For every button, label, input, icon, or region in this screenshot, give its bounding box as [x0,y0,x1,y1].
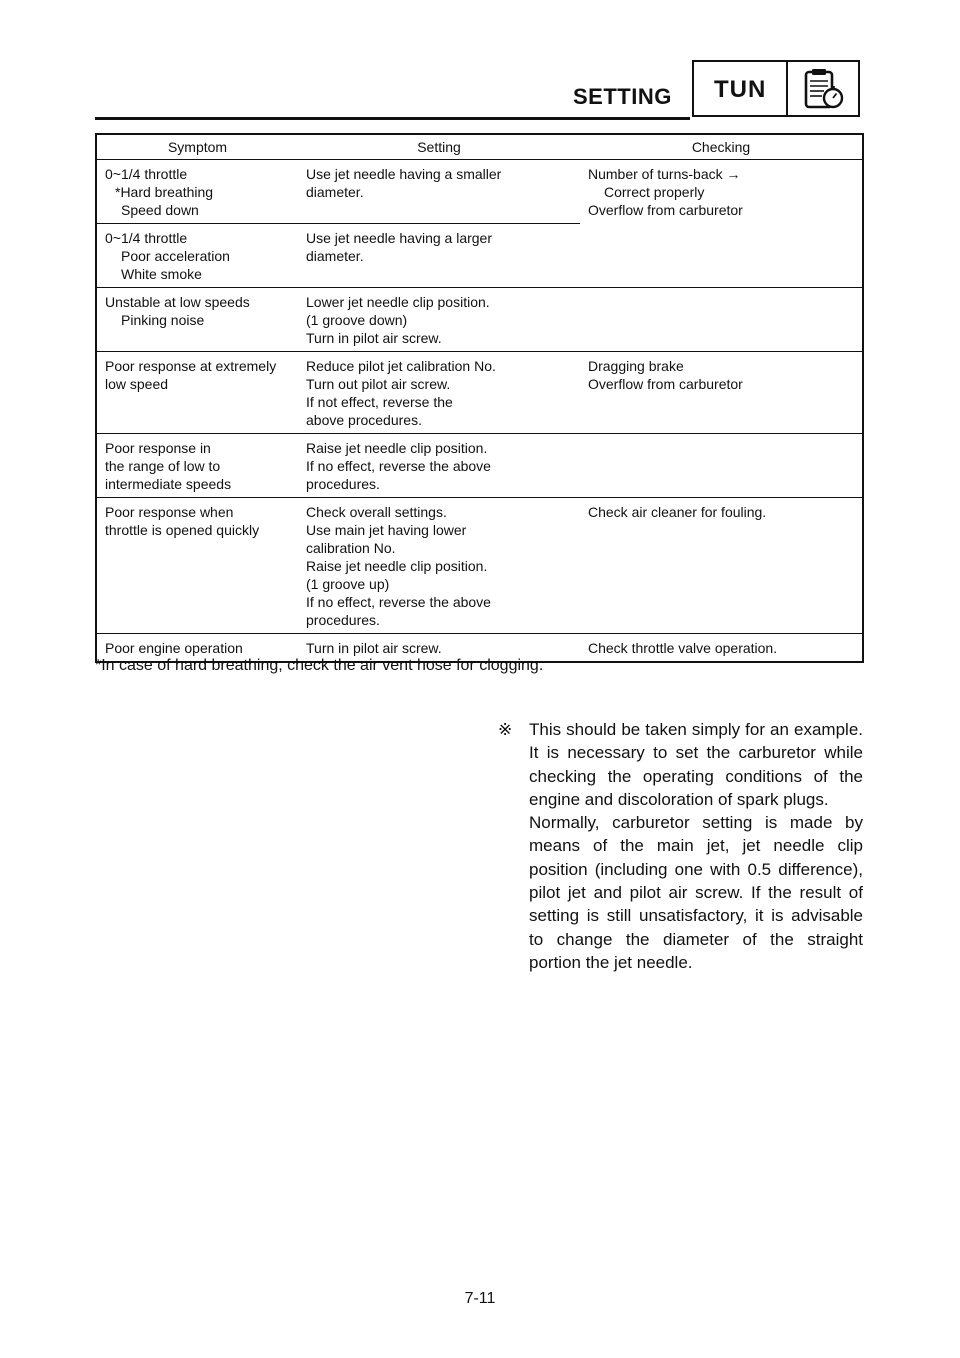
setting-cell [298,224,580,288]
table-row [96,434,863,498]
setting-line: above procedures. [306,412,422,428]
symptom-cell [96,498,298,634]
setting-line: (1 groove up) [306,576,390,592]
setting-line: diameter. [306,248,364,264]
checking-line: Correct properly [604,184,705,200]
checking-cell [580,288,863,352]
column-header-checking: Checking [580,134,863,160]
setting-line: Use main jet having lower [306,522,467,538]
badge-divider [786,62,788,115]
symptom-line: intermediate speeds [105,476,232,492]
symptom-line: low speed [105,376,169,392]
checking-cell [580,160,863,288]
symptom-line: throttle is opened quickly [105,522,260,538]
setting-cell [298,352,580,434]
symptom-line: Poor response at extremely [105,358,277,374]
setting-line: If no effect, reverse the above [306,458,491,474]
table-row [96,498,863,634]
header-rule [95,117,690,120]
setting-line: Lower jet needle clip position. [306,294,490,310]
setting-line: diameter. [306,184,364,200]
table-footnote: *In case of hard breathing, check the air vent hose for clogging. [95,657,544,674]
checking-line: Overflow from carburetor [588,202,743,218]
checking-line: Overflow from carburetor [588,376,743,392]
setting-line: Raise jet needle clip position. [306,558,488,574]
checking-cell [580,352,863,434]
checking-line: Check air cleaner for fouling. [588,504,767,520]
table-header-row [96,134,863,160]
setting-line: procedures. [306,476,380,492]
setting-cell [298,160,580,224]
setting-line: Use jet needle having a smaller [306,166,502,182]
table-row [96,160,863,224]
page-number: 7-11 [464,1290,496,1307]
column-header-symptom: Symptom [96,134,298,160]
checking-line: Dragging brake [588,358,684,374]
setting-line: Raise jet needle clip position. [306,440,488,456]
table-row [96,352,863,434]
setting-cell [298,498,580,634]
symptom-line: Pinking noise [121,312,205,328]
section-badge [692,60,860,117]
checking-line: Check throttle valve operation. [588,640,778,656]
symptom-line: Poor response in [105,440,211,456]
symptom-line: the range of low to [105,458,221,474]
symptom-cell [96,288,298,352]
clipboard-stopwatch-icon [798,67,846,111]
symptom-cell [96,352,298,434]
symptom-line: White smoke [121,266,202,282]
setting-line: calibration No. [306,540,396,556]
section-badge-label: TUN [714,76,767,103]
checking-cell [580,634,863,663]
symptom-line: Poor acceleration [121,248,230,264]
setting-line: Turn in pilot air screw. [306,330,442,346]
reference-mark: ※ [498,720,513,739]
checking-cell [580,434,863,498]
symptom-line: *Hard breathing [115,184,214,200]
setting-line: Check overall settings. [306,504,447,520]
setting-line: (1 groove down) [306,312,408,328]
setting-line: Reduce pilot jet calibration No. [306,358,496,374]
setting-line: procedures. [306,612,380,628]
note-block [529,718,863,974]
setting-line: Turn in pilot air screw. [306,640,442,656]
setting-cell [298,288,580,352]
symptom-line: Poor response when [105,504,234,520]
note-paragraph: Normally, carburetor setting is made by means of the main jet, jet needle clip position (including one with 0.5 difference), pilot jet and pilot air screw. If the result of setting is still unsatisfactory, it is advisable to change the diameter of the straight portion the jet needle. [529,813,863,972]
setting-cell [298,434,580,498]
page-title: SETTING [573,84,672,109]
checking-line: Number of turns-back → [588,166,741,182]
checking-cell [580,498,863,634]
note-paragraph: This should be taken simply for an example. It is necessary to set the carburetor while checking the operating conditions of the engine and discoloration of spark plugs. [529,720,863,809]
symptom-line: 0~1/4 throttle [105,230,188,246]
setting-line: If not effect, reverse the [306,394,453,410]
table-row [96,288,863,352]
symptom-line: 0~1/4 throttle [105,166,188,182]
column-header-setting: Setting [298,134,580,160]
symptom-cell [96,434,298,498]
symptom-line: Unstable at low speeds [105,294,250,310]
setting-line: Turn out pilot air screw. [306,376,451,392]
symptom-cell [96,224,298,288]
symptom-cell [96,160,298,224]
symptom-line: Speed down [121,202,199,218]
setting-line: If no effect, reverse the above [306,594,491,610]
setting-line: Use jet needle having a larger [306,230,493,246]
symptom-line: Poor engine operation [105,640,243,656]
carburetor-setting-table [95,133,864,663]
